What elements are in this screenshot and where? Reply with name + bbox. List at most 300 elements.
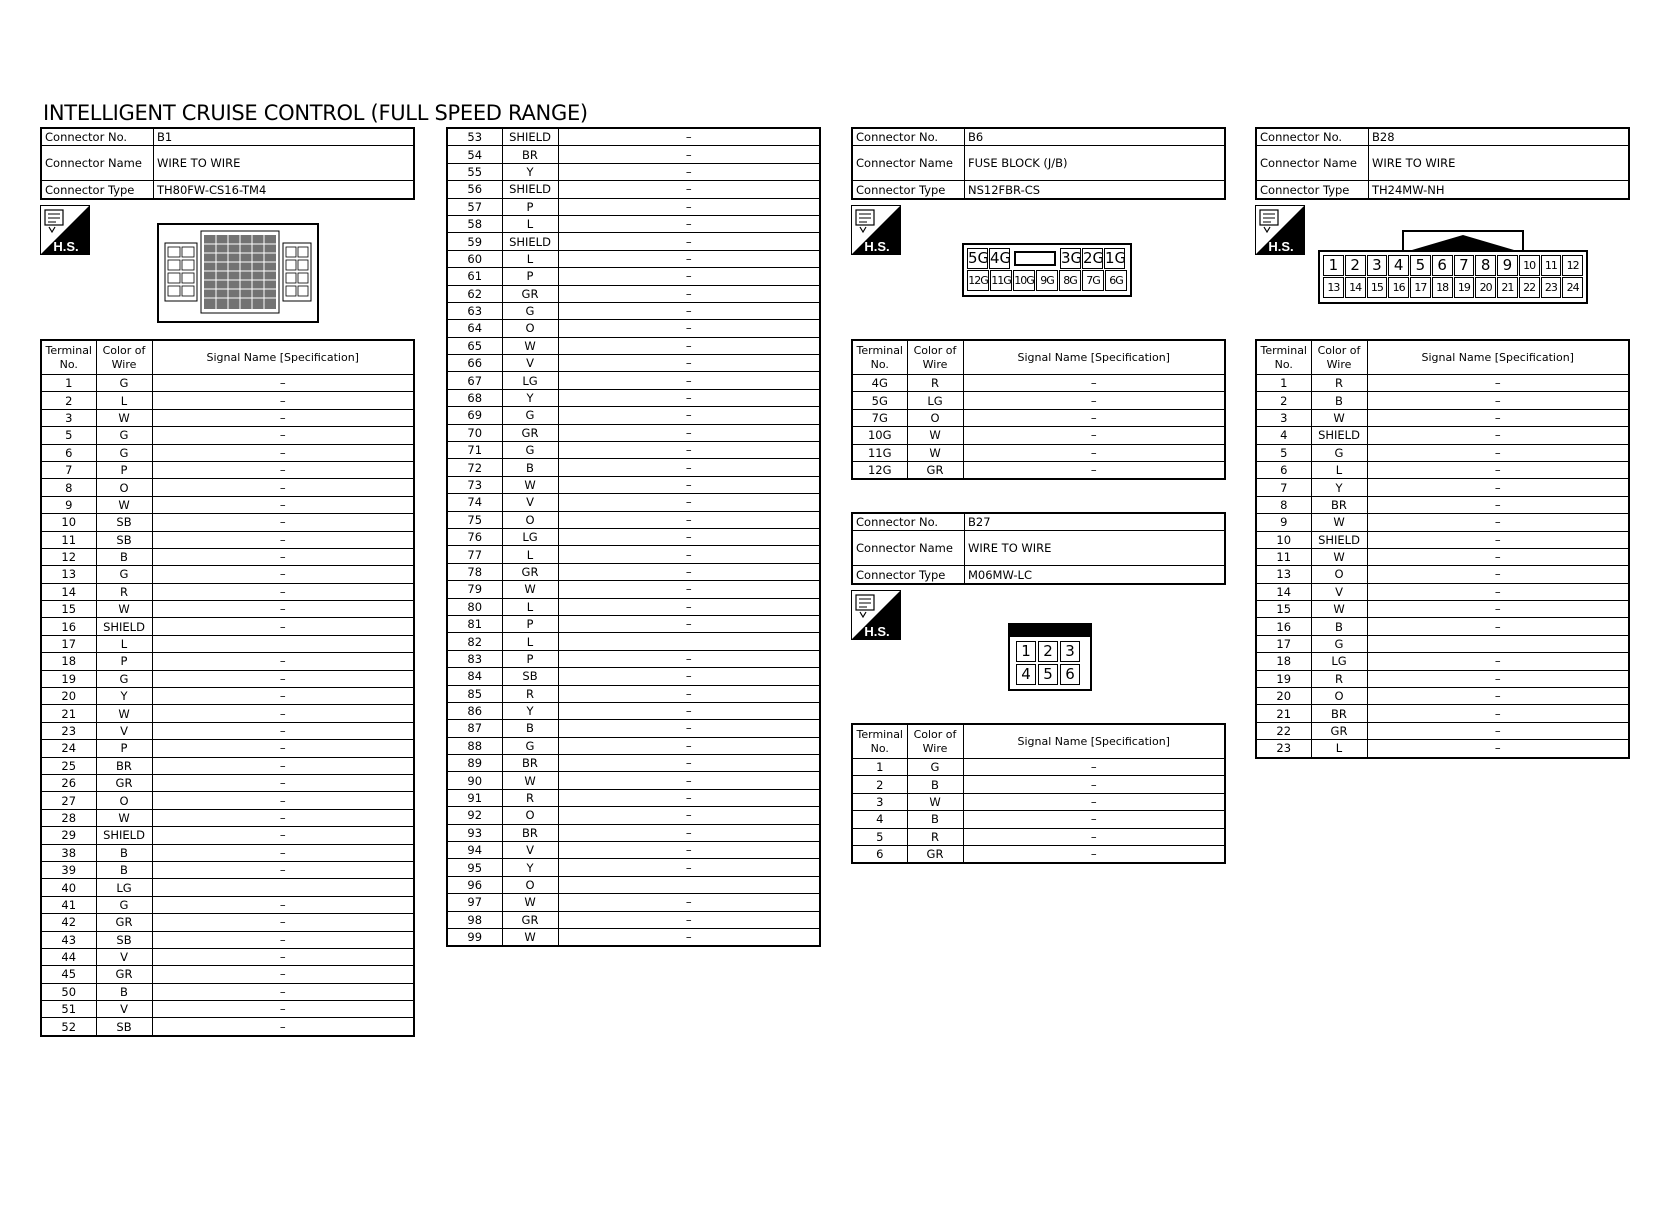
wire-color-cell: BR [502, 824, 558, 841]
wire-color-cell: R [502, 685, 558, 702]
wire-color-cell: G [96, 375, 152, 392]
wire-color-cell: GR [502, 911, 558, 928]
signal-name-cell: – [152, 392, 414, 409]
terminal-no-cell: 11 [41, 531, 96, 548]
hs-label: H.S. [864, 624, 890, 639]
terminal-no-cell: 96 [447, 876, 502, 893]
signal-name-cell: – [152, 827, 414, 844]
signal-name-cell: – [558, 615, 820, 632]
signal-name-cell: – [152, 444, 414, 461]
wire-color-cell: G [96, 444, 152, 461]
terminal-no-cell: 63 [447, 302, 502, 319]
wire-color-cell: W [96, 705, 152, 722]
table-row [41, 601, 414, 618]
connector-b28-face [1318, 250, 1588, 304]
terminal-no-cell: 5 [852, 828, 907, 845]
wire-color-cell: O [907, 409, 963, 426]
table-row [41, 1018, 414, 1036]
signal-name-cell: – [963, 409, 1225, 426]
signal-name-cell: – [963, 427, 1225, 444]
table-row [41, 896, 414, 913]
signal-name-cell: – [152, 983, 414, 1000]
signal-name-cell: – [152, 774, 414, 791]
terminal-no-cell: 5G [852, 392, 907, 409]
wire-color-cell: W [1311, 548, 1367, 565]
wire-color-cell: Y [1311, 479, 1367, 496]
connector-pin: 13 [1323, 277, 1344, 298]
signal-name-cell: – [152, 792, 414, 809]
signal-name-cell: – [558, 511, 820, 528]
signal-name-cell: – [558, 581, 820, 598]
connector-b1-pin-table-continued [446, 127, 821, 947]
wire-color-cell: W [907, 793, 963, 810]
connector-pin: 17 [1410, 277, 1431, 298]
wire-color-cell: P [96, 740, 152, 757]
connector-pin: 6 [1060, 664, 1080, 685]
terminal-no-cell: 29 [41, 827, 96, 844]
wire-color-cell: G [502, 442, 558, 459]
terminal-no-cell: 20 [41, 688, 96, 705]
signal-name-cell: – [152, 566, 414, 583]
signal-name-cell: – [558, 859, 820, 876]
hs-label: H.S. [864, 239, 890, 254]
table-row [447, 442, 820, 459]
signal-name-cell: – [152, 479, 414, 496]
header-terminal-no: Terminal No. [41, 340, 96, 375]
wire-color-cell: R [907, 828, 963, 845]
connector-pin: 20 [1475, 277, 1496, 298]
signal-name-cell: – [558, 494, 820, 511]
connector-pin: 12G [967, 270, 989, 291]
table-row [447, 859, 820, 876]
table-row [41, 583, 414, 600]
terminal-no-cell: 22 [1256, 722, 1311, 739]
label-connector-type: Connector Type [41, 181, 154, 199]
connector-pin: 24 [1562, 277, 1583, 298]
signal-name-cell: – [963, 759, 1225, 776]
table-row [447, 233, 820, 250]
header-color-of-wire: Color of Wire [907, 724, 963, 759]
harness-side-icon [851, 205, 901, 255]
signal-name-cell: – [558, 198, 820, 215]
table-row [447, 355, 820, 372]
table-row [852, 375, 1225, 392]
signal-name-cell: – [1367, 514, 1629, 531]
table-row [447, 824, 820, 841]
table-row [1256, 479, 1629, 496]
terminal-no-cell: 9 [41, 496, 96, 513]
connector-b27-face [1008, 623, 1092, 691]
table-row [41, 844, 414, 861]
wire-color-cell: G [96, 566, 152, 583]
signal-name-cell: – [558, 268, 820, 285]
signal-name-cell: – [558, 424, 820, 441]
wire-color-cell: O [502, 876, 558, 893]
signal-name-cell: – [558, 563, 820, 580]
hs-icon-graphic [1255, 205, 1305, 255]
table-row [447, 702, 820, 719]
wire-color-cell: SB [96, 531, 152, 548]
signal-name-cell: – [558, 650, 820, 667]
wire-color-cell: R [1311, 670, 1367, 687]
terminal-no-cell: 5 [1256, 444, 1311, 461]
connector-pin: 21 [1497, 277, 1518, 298]
signal-name-cell: – [558, 372, 820, 389]
wire-color-cell: GR [96, 914, 152, 931]
table-row [1256, 548, 1629, 565]
table-row [852, 427, 1225, 444]
connector-pin: 3G [1061, 249, 1083, 267]
terminal-no-cell: 81 [447, 615, 502, 632]
wire-color-cell: G [96, 670, 152, 687]
connector-pin: 11G [990, 270, 1012, 291]
terminal-no-cell: 7 [41, 461, 96, 478]
signal-name-cell: – [558, 407, 820, 424]
terminal-no-cell: 18 [41, 653, 96, 670]
terminal-no-cell: 12 [41, 548, 96, 565]
terminal-no-cell: 11 [1256, 548, 1311, 565]
connector-no-value: B1 [154, 128, 415, 146]
wire-color-cell: V [1311, 583, 1367, 600]
signal-name-cell: – [152, 496, 414, 513]
wire-color-cell: GR [1311, 722, 1367, 739]
table-row [1256, 740, 1629, 758]
wire-color-cell: W [907, 427, 963, 444]
signal-name-cell: – [1367, 688, 1629, 705]
terminal-no-cell: 19 [41, 670, 96, 687]
table-row [447, 163, 820, 180]
signal-name-cell: – [1367, 583, 1629, 600]
table-row [447, 650, 820, 667]
wire-color-cell: P [96, 461, 152, 478]
table-row [447, 928, 820, 946]
terminal-no-cell: 85 [447, 685, 502, 702]
wire-color-cell: L [502, 215, 558, 232]
table-row [852, 811, 1225, 828]
terminal-no-cell: 55 [447, 163, 502, 180]
signal-name-cell: – [1367, 496, 1629, 513]
wire-color-cell: G [96, 427, 152, 444]
terminal-no-cell: 1 [852, 759, 907, 776]
wire-color-cell: V [502, 355, 558, 372]
connector-pin: 4G [990, 249, 1012, 267]
table-row [41, 392, 414, 409]
signal-name-cell: – [963, 461, 1225, 479]
signal-name-cell: – [963, 793, 1225, 810]
wire-color-cell: SHIELD [96, 827, 152, 844]
terminal-no-cell: 82 [447, 633, 502, 650]
table-row [41, 496, 414, 513]
connector-pin: 2 [1038, 641, 1058, 662]
wire-color-cell: L [96, 392, 152, 409]
table-row [1256, 722, 1629, 739]
harness-side-icon [851, 590, 901, 640]
harness-side-icon [1255, 205, 1305, 255]
terminal-no-cell: 21 [41, 705, 96, 722]
connector-pin: 3 [1060, 641, 1080, 662]
terminal-no-cell: 73 [447, 476, 502, 493]
connector-pin: 7 [1454, 255, 1475, 276]
wire-color-cell: O [96, 479, 152, 496]
terminal-no-cell: 72 [447, 459, 502, 476]
terminal-no-cell: 18 [1256, 653, 1311, 670]
terminal-no-cell: 39 [41, 861, 96, 878]
signal-name-cell: – [558, 528, 820, 545]
connector-pin: 6 [1432, 255, 1453, 276]
wire-color-cell: SHIELD [502, 233, 558, 250]
wire-color-cell: L [1311, 740, 1367, 758]
terminal-no-cell: 14 [41, 583, 96, 600]
terminal-no-cell: 16 [41, 618, 96, 635]
label-connector-no: Connector No. [852, 513, 965, 531]
terminal-no-cell: 1 [41, 375, 96, 392]
signal-name-cell: – [1367, 409, 1629, 426]
terminal-no-cell: 16 [1256, 618, 1311, 635]
terminal-no-cell: 13 [41, 566, 96, 583]
signal-name-cell: – [558, 389, 820, 406]
signal-name-cell: – [152, 375, 414, 392]
header-terminal-no: Terminal No. [1256, 340, 1311, 375]
table-row [447, 737, 820, 754]
header-terminal-no: Terminal No. [852, 340, 907, 375]
table-row [447, 685, 820, 702]
table-row [447, 320, 820, 337]
label-connector-no: Connector No. [852, 128, 965, 146]
signal-name-cell: – [1367, 548, 1629, 565]
connector-name-value: WIRE TO WIRE [1369, 146, 1630, 181]
wire-color-cell: R [96, 583, 152, 600]
connector-pin: 10 [1519, 255, 1540, 276]
terminal-no-cell: 6 [1256, 461, 1311, 478]
connector-pin: 2G [1083, 249, 1105, 267]
wire-color-cell: P [502, 268, 558, 285]
signal-name-cell: – [558, 355, 820, 372]
terminal-no-cell: 70 [447, 424, 502, 441]
table-row [447, 302, 820, 319]
signal-name-cell [152, 879, 414, 896]
table-row [41, 774, 414, 791]
connector-no-value: B6 [965, 128, 1226, 146]
table-row [852, 461, 1225, 479]
latch-arrow-icon [1404, 232, 1522, 252]
table-row [1256, 375, 1629, 392]
signal-name-cell: – [963, 776, 1225, 793]
table-row [1256, 566, 1629, 583]
signal-name-cell: – [558, 250, 820, 267]
signal-name-cell: – [963, 811, 1225, 828]
signal-name-cell: – [152, 896, 414, 913]
wire-color-cell: B [907, 811, 963, 828]
connector-name-value: FUSE BLOCK (J/B) [965, 146, 1226, 181]
connector-b28-info [1255, 127, 1630, 200]
terminal-no-cell: 8 [41, 479, 96, 496]
signal-name-cell: – [558, 181, 820, 198]
table-row [1256, 531, 1629, 548]
terminal-no-cell: 67 [447, 372, 502, 389]
terminal-no-cell: 52 [41, 1018, 96, 1036]
wire-color-cell: O [502, 807, 558, 824]
connector-key-slot [1014, 251, 1056, 266]
terminal-no-cell: 3 [1256, 409, 1311, 426]
label-connector-no: Connector No. [41, 128, 154, 146]
signal-name-cell: – [1367, 722, 1629, 739]
label-connector-name: Connector Name [852, 146, 965, 181]
header-signal-name: Signal Name [Specification] [1367, 340, 1629, 375]
connector-pin: 4 [1388, 255, 1409, 276]
signal-name-cell: – [963, 375, 1225, 392]
terminal-no-cell: 91 [447, 789, 502, 806]
wire-color-cell: R [502, 789, 558, 806]
signal-name-cell: – [152, 948, 414, 965]
terminal-no-cell: 92 [447, 807, 502, 824]
wire-color-cell: W [1311, 601, 1367, 618]
wire-color-cell: Y [502, 389, 558, 406]
connector-b6-face [962, 243, 1132, 297]
wire-color-cell: W [502, 337, 558, 354]
wire-color-cell: BR [1311, 496, 1367, 513]
signal-name-cell: – [558, 163, 820, 180]
wire-color-cell: O [96, 792, 152, 809]
signal-name-cell: – [558, 685, 820, 702]
header-signal-name: Signal Name [Specification] [152, 340, 414, 375]
table-row [852, 409, 1225, 426]
wire-color-cell: P [502, 615, 558, 632]
wire-color-cell: G [502, 737, 558, 754]
terminal-no-cell: 45 [41, 966, 96, 983]
header-color-of-wire: Color of Wire [96, 340, 152, 375]
terminal-no-cell: 83 [447, 650, 502, 667]
wire-color-cell: W [96, 809, 152, 826]
connector-pin: 4 [1016, 664, 1036, 685]
signal-name-cell: – [152, 740, 414, 757]
wire-color-cell: B [1311, 618, 1367, 635]
signal-name-cell: – [1367, 392, 1629, 409]
table-row [1256, 444, 1629, 461]
wire-color-cell: R [1311, 375, 1367, 392]
wire-color-cell: GR [907, 461, 963, 479]
label-connector-no: Connector No. [1256, 128, 1369, 146]
wire-color-cell: L [502, 633, 558, 650]
terminal-no-cell: 64 [447, 320, 502, 337]
connector-pin: 8 [1475, 255, 1496, 276]
connector-pin: 22 [1519, 277, 1540, 298]
signal-name-cell: – [1367, 618, 1629, 635]
terminal-no-cell: 74 [447, 494, 502, 511]
connector-pin: 9 [1497, 255, 1518, 276]
wire-color-cell: BR [502, 146, 558, 163]
wire-color-cell: Y [502, 163, 558, 180]
signal-name-cell: – [152, 1001, 414, 1018]
wire-color-cell: P [96, 653, 152, 670]
signal-name-cell: – [152, 427, 414, 444]
table-row [41, 1001, 414, 1018]
signal-name-cell: – [152, 583, 414, 600]
connector-pin: 19 [1454, 277, 1475, 298]
wire-color-cell: O [502, 511, 558, 528]
table-row [852, 392, 1225, 409]
connector-no-value: B27 [965, 513, 1226, 531]
table-row [447, 511, 820, 528]
table-row [1256, 635, 1629, 652]
signal-name-cell: – [1367, 670, 1629, 687]
table-row [41, 514, 414, 531]
table-row [447, 494, 820, 511]
connector-pin: 7G [1082, 270, 1104, 291]
table-row [41, 409, 414, 426]
table-row [41, 722, 414, 739]
terminal-no-cell: 9 [1256, 514, 1311, 531]
wire-color-cell: W [1311, 409, 1367, 426]
terminal-no-cell: 28 [41, 809, 96, 826]
signal-name-cell: – [558, 911, 820, 928]
wire-color-cell: SB [96, 931, 152, 948]
table-row [447, 668, 820, 685]
wire-color-cell: W [502, 581, 558, 598]
table-row [447, 633, 820, 650]
signal-name-cell [558, 633, 820, 650]
terminal-no-cell: 5 [41, 427, 96, 444]
wire-color-cell: L [502, 546, 558, 563]
terminal-no-cell: 27 [41, 792, 96, 809]
wire-color-cell: SHIELD [96, 618, 152, 635]
terminal-no-cell: 88 [447, 737, 502, 754]
wire-color-cell: P [502, 198, 558, 215]
terminal-no-cell: 15 [1256, 601, 1311, 618]
wire-color-cell: LG [502, 528, 558, 545]
table-row [41, 983, 414, 1000]
connector-no-value: B28 [1369, 128, 1630, 146]
signal-name-cell: – [152, 914, 414, 931]
table-row [447, 615, 820, 632]
signal-name-cell: – [558, 128, 820, 146]
table-row [447, 598, 820, 615]
table-row [447, 372, 820, 389]
table-row [41, 566, 414, 583]
signal-name-cell: – [558, 824, 820, 841]
table-row [447, 807, 820, 824]
signal-name-cell: – [963, 845, 1225, 863]
signal-name-cell: – [1367, 566, 1629, 583]
signal-name-cell [152, 635, 414, 652]
table-row [447, 842, 820, 859]
table-row [41, 809, 414, 826]
signal-name-cell [558, 876, 820, 893]
wire-color-cell: G [502, 407, 558, 424]
wire-color-cell: W [502, 894, 558, 911]
terminal-no-cell: 2 [852, 776, 907, 793]
table-row [447, 459, 820, 476]
wire-color-cell: L [502, 250, 558, 267]
table-row [447, 581, 820, 598]
terminal-no-cell: 53 [447, 128, 502, 146]
signal-name-cell: – [558, 476, 820, 493]
terminal-no-cell: 51 [41, 1001, 96, 1018]
signal-name-cell: – [1367, 653, 1629, 670]
label-connector-name: Connector Name [852, 531, 965, 566]
signal-name-cell: – [558, 215, 820, 232]
terminal-no-cell: 87 [447, 720, 502, 737]
label-connector-name: Connector Name [41, 146, 154, 181]
wire-color-cell: B [502, 459, 558, 476]
hs-icon-graphic [851, 590, 901, 640]
wire-color-cell: SHIELD [1311, 427, 1367, 444]
table-row [447, 772, 820, 789]
wire-color-cell: B [96, 983, 152, 1000]
connector-pin: 5G [968, 249, 990, 267]
signal-name-cell: – [1367, 479, 1629, 496]
header-color-of-wire: Color of Wire [1311, 340, 1367, 375]
signal-name-cell: – [558, 807, 820, 824]
